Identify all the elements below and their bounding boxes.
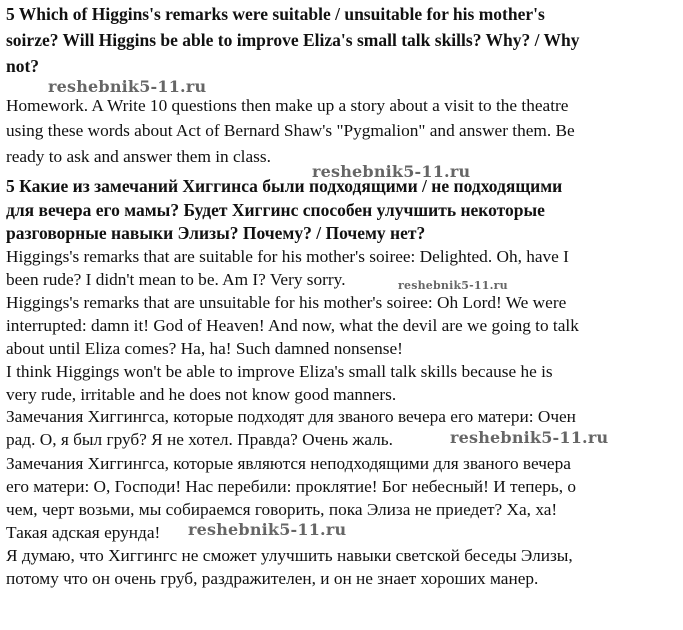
question-ru-line: для вечера его мамы? Будет Хиггинс способен улучшить некоторые bbox=[6, 200, 545, 220]
homework-line: Homework. A Write 10 questions then make up a story about a visit to the theatre bbox=[6, 96, 569, 115]
question-en-line: 5 Which of Higgins's remarks were suitable / unsuitable for his mother's bbox=[6, 4, 545, 24]
watermark: reshebnik5-11.ru bbox=[188, 520, 347, 539]
unsuitable-ru-line: Такая адская ерунда! bbox=[6, 523, 161, 542]
suitable-en-line: Higgings's remarks that are suitable for his mother's soiree: Delighted. Oh, have I bbox=[6, 247, 569, 266]
unsuitable-en-line: about until Eliza comes? Ha, ha! Such damned nonsense! bbox=[6, 339, 403, 358]
question-ru-line: 5 Какие из замечаний Хиггинса были подходящими / не подходящими bbox=[6, 176, 563, 196]
homework-line: ready to ask and answer them in class. bbox=[6, 147, 271, 166]
watermark: reshebnik5-11.ru bbox=[312, 162, 471, 181]
watermark: reshebnik5-11.ru bbox=[450, 428, 609, 447]
unsuitable-en-line: interrupted: damn it! God of Heaven! And now, what the devil are we going to talk bbox=[6, 316, 579, 335]
question-en-line: not? bbox=[6, 56, 40, 76]
homework-line: using these words about Act of Bernard Shaw's "Pygmalion" and answer them. Be bbox=[6, 121, 575, 140]
suitable-en-line: been rude? I didn't mean to be. Am I? Very sorry. bbox=[6, 270, 346, 289]
unsuitable-ru-line: Замечания Хиггингса, которые являются неподходящими для званого вечера bbox=[6, 454, 571, 473]
opinion-en-line: I think Higgings won't be able to improve Eliza's small talk skills because he is bbox=[6, 362, 553, 381]
opinion-en-line: very rude, irritable and he does not know good manners. bbox=[6, 385, 397, 404]
question-ru-line: разговорные навыки Элизы? Почему? / Почему нет? bbox=[6, 223, 426, 243]
unsuitable-ru-line: его матери: О, Господи! Нас перебили: проклятие! Бог небесный! И теперь, о bbox=[6, 477, 577, 496]
suitable-ru-line: Замечания Хиггингса, которые подходят для званого вечера его матери: Очен bbox=[6, 407, 576, 426]
watermark: reshebnik5-11.ru bbox=[48, 77, 207, 96]
suitable-ru-line: рад. О, я был груб? Я не хотел. Правда? Очень жаль. bbox=[6, 430, 393, 449]
watermark: reshebnik5-11.ru bbox=[398, 279, 508, 292]
unsuitable-en-line: Higgings's remarks that are unsuitable for his mother's soiree: Oh Lord! We were bbox=[6, 293, 567, 312]
opinion-ru-line: потому что он очень груб, раздражителен, и он не знает хороших манер. bbox=[6, 569, 539, 588]
unsuitable-ru-line: чем, черт возьми, мы собираемся говорить, пока Элиза не приедет? Ха, ха! bbox=[6, 500, 558, 519]
question-en-line: soirze? Will Higgins be able to improve Eliza's small talk skills? Why? / Why bbox=[6, 30, 580, 50]
opinion-ru-line: Я думаю, что Хиггингс не сможет улучшить навыки светской беседы Элизы, bbox=[6, 546, 573, 565]
